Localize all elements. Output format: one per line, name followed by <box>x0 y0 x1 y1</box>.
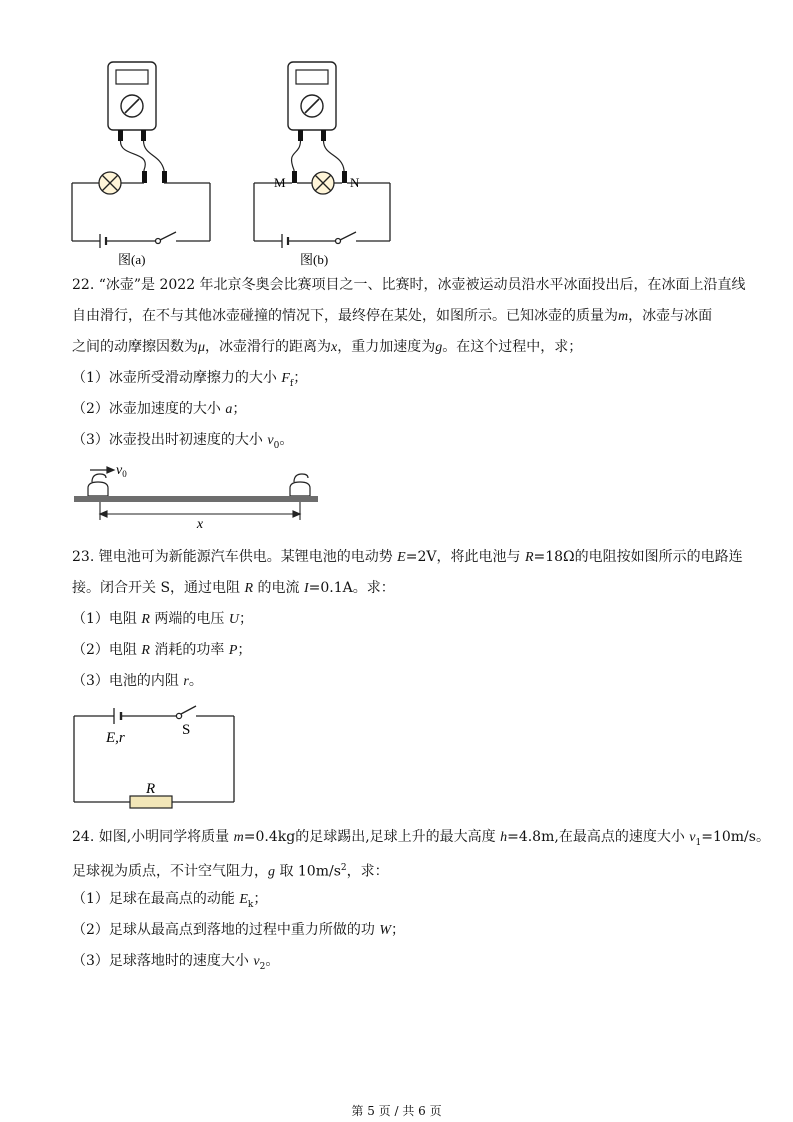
resistor-r <box>130 796 172 808</box>
curling-stone-start <box>88 474 108 496</box>
q24-sub-2: （2）足球从最高点到落地的过程中重力所做的功 W； <box>72 922 406 938</box>
q22-text-1: 22. “冰壶”是 2022 年北京冬奥会比赛项目之一、比赛时，冰壶被运动员沿水平冰面投出后，在冰面上沿直线 <box>72 277 746 293</box>
curling-figure <box>68 460 324 530</box>
circuit-a <box>72 172 210 248</box>
q23-sub-3: （3）电池的内阻 r。 <box>72 673 203 689</box>
q23-line-1: 23. 锂电池可为新能源汽车供电。某锂电池的电动势 E=2V，将此电池与 R=18Ω的电阻按如图所示的电路连 <box>72 549 743 565</box>
multimeter-b <box>288 62 347 183</box>
battery-resistor-circuit <box>66 702 242 810</box>
q24-sub-3: （3）足球落地时的速度大小 $v_2$。 <box>72 953 280 972</box>
q23-sub-1: （1）电阻 R 两端的电压 U； <box>72 611 253 627</box>
q24-sub-1: （1）足球在最高点的动能 $E_k$； <box>72 891 268 910</box>
battery-label: E,r <box>106 730 125 746</box>
ice-surface <box>74 496 318 502</box>
resistor-label: R <box>146 781 156 797</box>
x-label: x <box>196 517 204 530</box>
v0-label: $v_0$ <box>116 463 127 479</box>
q22-sub-3: （3）冰壶投出时初速度的大小 $v_0$。 <box>72 432 294 451</box>
figure-a-caption: 图(a) <box>118 252 146 267</box>
velocity-arrow <box>90 467 114 473</box>
q22-sub-2: （2）冰壶加速度的大小 a； <box>72 401 247 417</box>
label-n: N <box>350 175 360 190</box>
figure-b-caption: 图(b) <box>300 252 329 267</box>
multimeter-circuits-figure <box>60 58 400 270</box>
q23-sub-2: （2）电阻 R 消耗的功率 P； <box>72 642 252 658</box>
q22-line-1 <box>72 276 746 294</box>
q22-sub-1: （1）冰壶所受滑动摩擦力的大小 $F_f$； <box>72 370 308 389</box>
label-m: M <box>274 175 286 190</box>
q23-line-2: 接。闭合开关 S，通过电阻 R 的电流 I=0.1A。求： <box>72 580 395 596</box>
q24-line-2: 足球视为质点，不计空气阻力，g 取 $10m/s^2$，求： <box>72 863 389 880</box>
page-footer: 第 5 页 / 共 6 页 <box>351 1104 442 1118</box>
multimeter-a <box>108 62 167 183</box>
q24-line-1: 24. 如图,小明同学将质量 m=0.4kg的足球踢出,足球上升的最大高度 h=4.8m,在最高点的速度大小 $v_1=10m/s$。 <box>72 829 770 848</box>
q22-line-2: 自由滑行，在不与其他冰壶碰撞的情况下，最终停在某处，如图所示。已知冰壶的质量为m，冰壶与冰面 <box>72 308 713 324</box>
switch-label: S <box>182 722 191 738</box>
q22-line-3: 之间的动摩擦因数为μ，冰壶滑行的距离为x，重力加速度为g。在这个过程中，求； <box>72 339 583 355</box>
curling-stone-end <box>290 474 310 496</box>
